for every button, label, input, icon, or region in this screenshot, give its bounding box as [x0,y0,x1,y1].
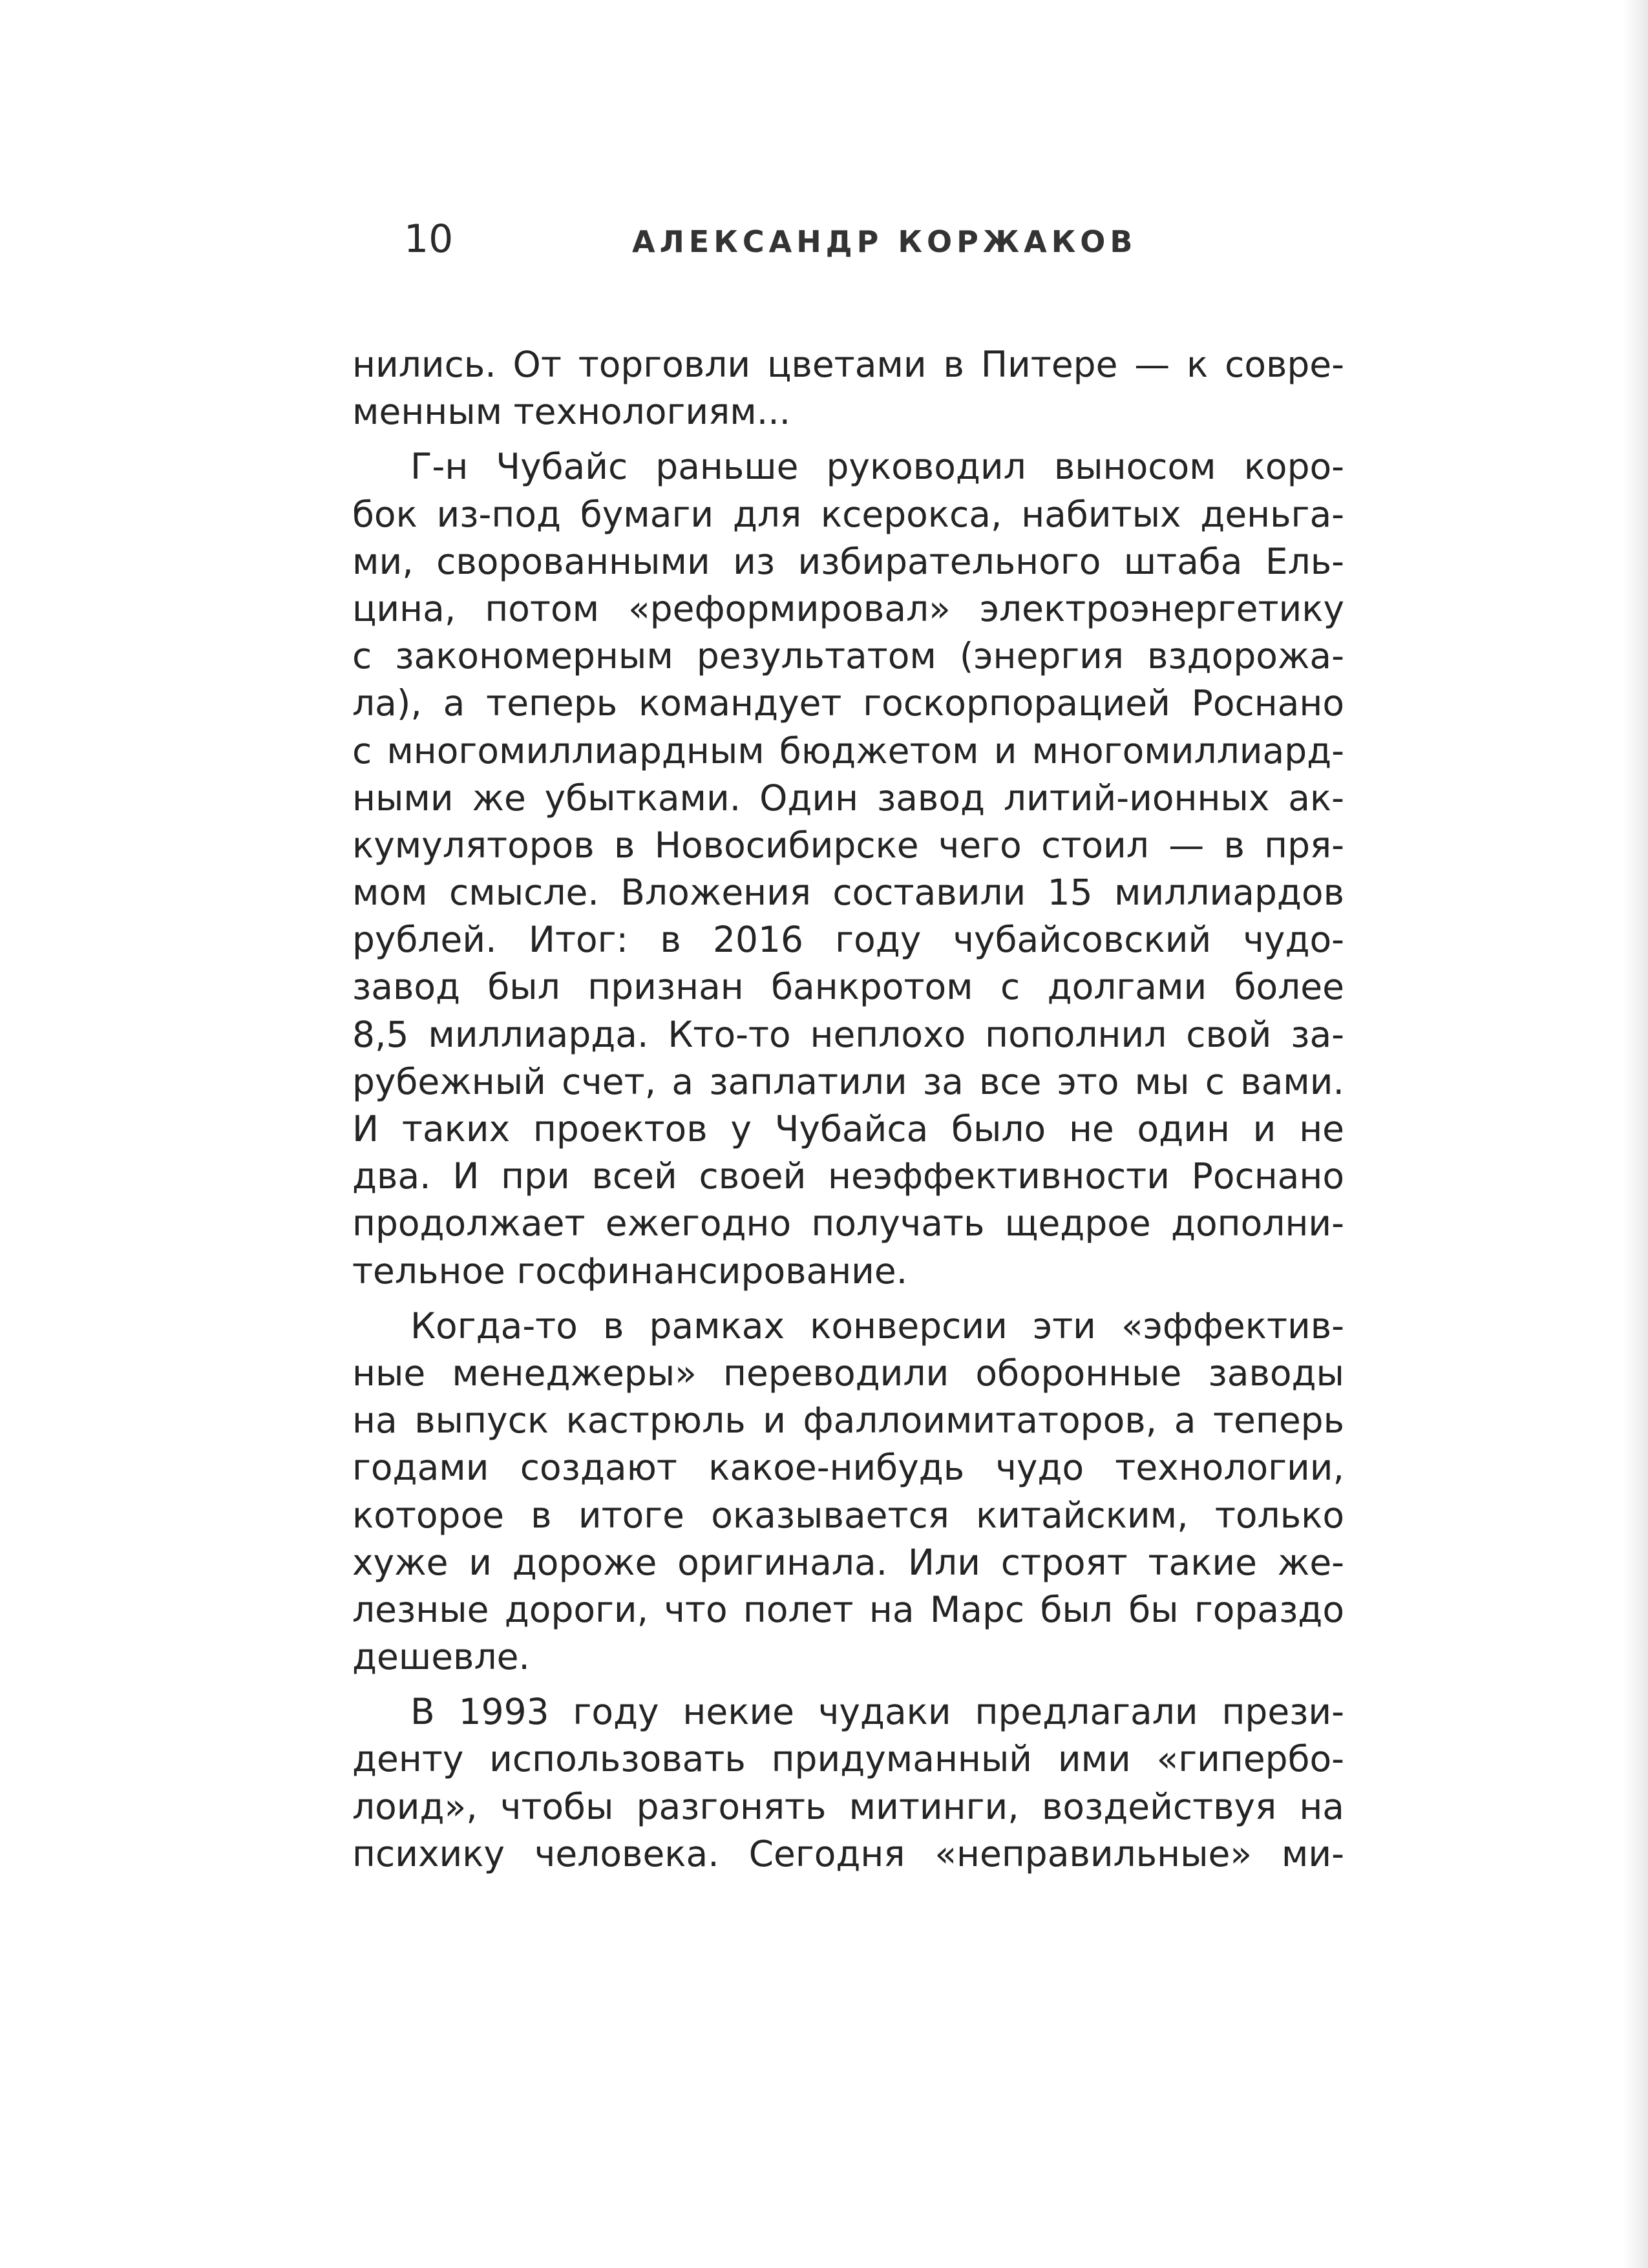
text-line: психику человека. Сегодня «неправильные» ми- [352,1832,1344,1874]
paragraph-first-line: В 1993 году некие чудаки предлагали прези- [410,1691,1344,1733]
text-line: с закономерным результатом (энергия вздорожа- [352,635,1344,677]
text-line: тельное госфинансирование. [352,1250,908,1292]
scan-edge-shadow [1623,0,1648,2268]
text-line: рубежный счет, а заплатили за все это мы с вами. [352,1060,1344,1102]
page-header [404,210,1179,268]
text-line: ла), а теперь командует госкорпорацией Роснано [352,682,1344,724]
text-line: нились. От торговли цветами в Питере — к совре- [352,344,1344,385]
paragraph-first-line: Г-н Чубайс раньше руководил выносом коро- [410,446,1344,488]
text-line: завод был признан банкротом с долгами более [352,966,1344,1008]
text-line: ными же убытками. Один завод литий-ионных ак- [352,777,1344,819]
text-line: которое в итоге оказывается китайским, только [352,1494,1344,1536]
body-text [352,341,1344,1878]
text-line: менным технологиям... [352,391,791,433]
text-line: с многомиллиардным бюджетом и многомиллиард- [352,730,1344,772]
page-number: 10 [404,216,454,262]
text-line: годами создают какое-нибудь чудо технологии, [352,1447,1344,1489]
text-line: мом смысле. Вложения составили 15 миллиардов [352,872,1344,914]
text-line: денту использовать придуманный ими «гипербо- [352,1738,1344,1780]
text-line: хуже и дороже оригинала. Или строят такие же- [352,1541,1344,1583]
text-line: лезные дороги, что полет на Марс был бы гораздо [352,1588,1344,1630]
text-line: 8,5 миллиарда. Кто-то неплохо пополнил свой за- [352,1013,1344,1055]
text-line: цина, потом «реформировал» электроэнергетику [352,587,1344,629]
text-line: лоид», чтобы разгонять митинги, воздействуя на [352,1785,1344,1827]
text-line: рублей. Итог: в 2016 году чубайсовский чудо- [352,919,1344,961]
text-line: два. И при всей своей неэффективности Роснано [352,1155,1344,1197]
text-line: кумуляторов в Новосибирске чего стоил — в пря- [352,824,1344,866]
paragraph-first-line: Когда-то в рамках конверсии эти «эффектив- [410,1305,1344,1347]
text-line: ные менеджеры» переводили оборонные заводы [352,1352,1344,1394]
text-line: продолжает ежегодно получать щедрое дополни- [352,1202,1344,1244]
text-line: И таких проектов у Чубайса было не один и не [352,1108,1344,1150]
text-line: дешевле. [352,1636,530,1678]
text-line: ми, своpoванными из избирательного штаба Ель- [352,540,1344,582]
text-line: на выпуск кастрюль и фаллоимитаторов, а теперь [352,1400,1344,1442]
running-title: АЛЕКСАНДР КОРЖАКОВ [632,224,1137,259]
text-line: бок из-под бумаги для ксерокса, набитых деньга- [352,493,1344,535]
